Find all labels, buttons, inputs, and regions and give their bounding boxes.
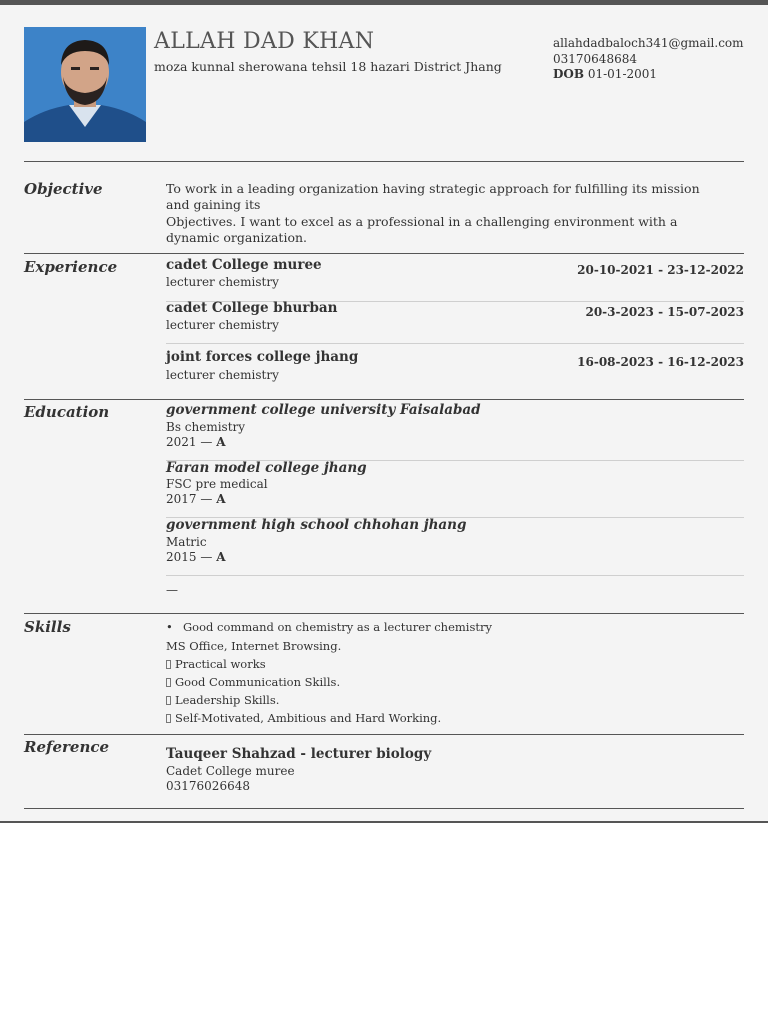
education-year-grade: 2017 — A bbox=[166, 492, 226, 506]
skill-text: Good Communication Skills. bbox=[175, 675, 341, 689]
objective-line-3: Objectives. I want to excel as a professional in a challenging environment with a bbox=[166, 214, 678, 229]
education-year: 2015 bbox=[166, 550, 197, 564]
resume-header bbox=[24, 27, 744, 161]
experience-dates: 20-10-2021 - 23-12-2022 bbox=[577, 263, 744, 277]
missing-glyph-icon bbox=[166, 714, 171, 723]
skill-line bbox=[166, 675, 340, 689]
missing-glyph-icon bbox=[166, 696, 171, 705]
skill-line bbox=[166, 657, 266, 671]
skill-bullet-text: Good command on chemistry as a lecturer chemistry bbox=[183, 620, 492, 634]
missing-glyph-icon bbox=[166, 678, 171, 687]
section-title-experience: Experience bbox=[24, 258, 118, 276]
reference-org: Cadet College muree bbox=[166, 764, 295, 778]
education-grade: A bbox=[216, 550, 226, 564]
reference-phone: 03176026648 bbox=[166, 779, 250, 793]
section-title-skills: Skills bbox=[24, 618, 71, 636]
skill-line bbox=[166, 711, 441, 725]
education-degree: Matric bbox=[166, 535, 207, 549]
skill-bullet bbox=[166, 620, 492, 634]
divider bbox=[24, 734, 744, 735]
skill-line: MS Office, Internet Browsing. bbox=[166, 639, 342, 653]
section-title-reference: Reference bbox=[24, 738, 110, 756]
education-year-grade: 2015 — A bbox=[166, 550, 226, 564]
experience-org: cadet College muree bbox=[166, 257, 322, 273]
divider bbox=[24, 161, 744, 162]
education-degree: Bs chemistry bbox=[166, 420, 246, 434]
entry-divider bbox=[166, 575, 744, 576]
experience-role: lecturer chemistry bbox=[166, 368, 279, 382]
objective-line-1: To work in a leading organization having strategic approach for fulfilling its mission bbox=[166, 181, 700, 196]
candidate-name: ALLAH DAD KHAN bbox=[154, 29, 375, 54]
divider bbox=[24, 808, 744, 809]
section-title-education: Education bbox=[24, 403, 110, 421]
experience-org: joint forces college jhang bbox=[166, 349, 359, 365]
skill-text: Leadership Skills. bbox=[175, 693, 280, 707]
skill-line bbox=[166, 693, 279, 707]
entry-divider bbox=[166, 343, 744, 344]
candidate-address: moza kunnal sherowana tehsil 18 hazari District Jhang bbox=[154, 59, 502, 74]
objective-line-4: dynamic organization. bbox=[166, 230, 308, 245]
date-of-birth bbox=[553, 67, 744, 83]
dob-value: 01-01-2001 bbox=[587, 67, 658, 81]
education-grade: A bbox=[216, 435, 226, 449]
skill-text: Practical works bbox=[175, 657, 266, 671]
education-year: 2017 bbox=[166, 492, 197, 506]
education-school: government high school chhohan jhang bbox=[166, 517, 467, 533]
experience-dates: 20-3-2023 - 15-07-2023 bbox=[585, 305, 744, 319]
education-year: 2021 bbox=[166, 435, 197, 449]
education-degree: FSC pre medical bbox=[166, 477, 268, 491]
dob-label: DOB bbox=[553, 67, 585, 81]
education-empty-entry: — bbox=[166, 583, 178, 597]
section-title-objective: Objective bbox=[24, 180, 103, 198]
education-school: government college university Faisalabad bbox=[166, 402, 481, 418]
objective-line-2: and gaining its bbox=[166, 197, 261, 212]
profile-photo bbox=[24, 27, 146, 142]
email-address[interactable]: allahdadbaloch341@gmail.com bbox=[553, 36, 744, 50]
education-grade: A bbox=[216, 492, 226, 506]
education-year-grade: 2021 — A bbox=[166, 435, 226, 449]
divider bbox=[24, 613, 744, 614]
skill-text: Self-Motivated, Ambitious and Hard Working. bbox=[175, 711, 442, 725]
experience-org: cadet College bhurban bbox=[166, 300, 338, 316]
divider bbox=[24, 253, 744, 254]
bullet-dot-icon: • bbox=[166, 620, 173, 634]
reference-name: Tauqeer Shahzad - lecturer biology bbox=[166, 746, 432, 762]
contact-block bbox=[553, 36, 744, 83]
experience-role: lecturer chemistry bbox=[166, 275, 279, 289]
experience-dates: 16-08-2023 - 16-12-2023 bbox=[577, 355, 744, 369]
missing-glyph-icon bbox=[166, 660, 171, 669]
phone-number: 03170648684 bbox=[553, 51, 637, 66]
experience-role: lecturer chemistry bbox=[166, 318, 279, 332]
education-school: Faran model college jhang bbox=[166, 460, 367, 476]
divider bbox=[24, 399, 744, 400]
